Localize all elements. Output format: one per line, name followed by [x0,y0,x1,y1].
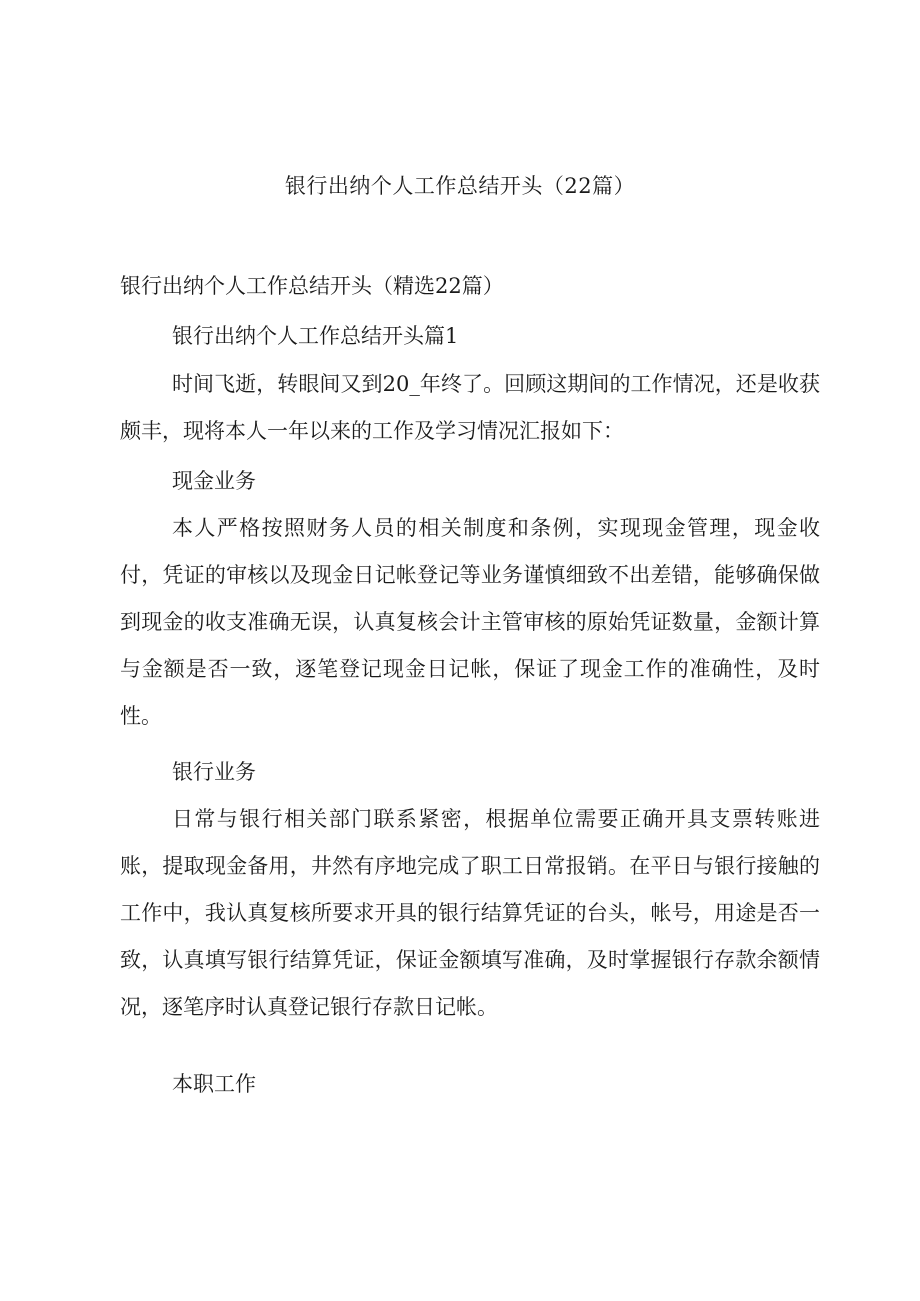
document-title: 银行出纳个人工作总结开头（22篇） [284,174,636,198]
bank-business-heading: 银行业务 [172,760,256,784]
document-subtitle: 银行出纳个人工作总结开头（精选22篇） [120,274,504,298]
bank-business-paragraph: 日常与银行相关部门联系紧密，根据单位需要正确开具支票转账进账，提取现金备用，井然有序地完成了职工日常报销。在平日与银行接触的工作中，我认真复核所要求开具的银行结算凭证的台头，帐号，用途是否一致，认真填写银行结算凭证，保证金额填写准确，及时掌握银行存款余额情况，逐笔序时认真登记银行存款日记帐。 [120,807,820,1019]
duty-work-heading: 本职工作 [172,1072,256,1096]
cash-business-heading: 现金业务 [172,469,256,493]
cash-business-paragraph: 本人严格按照财务人员的相关制度和条例，实现现金管理，现金收付，凭证的审核以及现金日记帐登记等业务谨慎细致不出差错，能够确保做到现金的收支准确无误，认真复核会计主管审核的原始凭证数量，金额计算与金额是否一致，逐笔登记现金日记帐，保证了现金工作的准确性，及时性。 [120,516,820,728]
section-heading: 银行出纳个人工作总结开头篇1 [172,324,459,348]
intro-paragraph: 时间飞逝，转眼间又到20_年终了。回顾这期间的工作情况，还是收获颇丰，现将本人一年以来的工作及学习情况汇报如下： [120,372,820,443]
